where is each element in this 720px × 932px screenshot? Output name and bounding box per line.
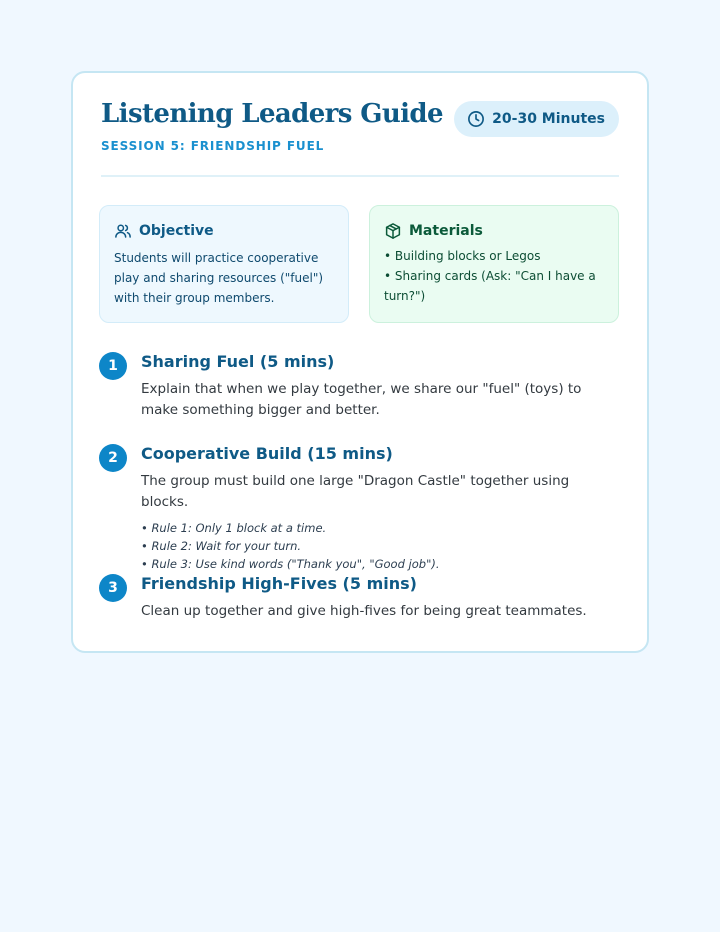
rule-item: • Rule 3: Use kind words ("Thank you", "Good job"). xyxy=(141,557,440,571)
materials-item: • Sharing cards (Ask: "Can I have a turn?") xyxy=(384,269,596,303)
objective-box xyxy=(99,205,349,323)
rules-list xyxy=(141,519,619,573)
page-title: Listening Leaders Guide xyxy=(101,99,443,129)
rule-item: • Rule 1: Only 1 block at a time. xyxy=(141,521,327,535)
duration-label: 20-30 Minutes xyxy=(492,111,605,127)
step-body xyxy=(141,572,619,622)
duration-badge xyxy=(454,101,619,137)
objective-text: Students will practice cooperative play and sharing resources ("fuel") with their group members. xyxy=(114,251,324,305)
package-icon xyxy=(384,222,402,240)
objective-heading xyxy=(114,220,334,242)
step-body xyxy=(141,442,619,573)
step-description: The group must build one large "Dragon Castle" together using blocks. xyxy=(141,473,570,510)
materials-item: • Building blocks or Legos xyxy=(384,249,541,263)
materials-heading-label: Materials xyxy=(409,223,483,239)
step-description: Explain that when we play together, we share our "fuel" (toys) to make something bigger and better. xyxy=(141,381,582,418)
step-number-badge: 1 xyxy=(99,352,127,380)
session-subtitle: SESSION 5: FRIENDSHIP FUEL xyxy=(101,139,325,153)
materials-heading xyxy=(384,220,604,242)
step-body xyxy=(141,350,619,421)
step-title: Sharing Fuel (5 mins) xyxy=(141,352,335,371)
rule-item: • Rule 2: Wait for your turn. xyxy=(141,539,302,553)
step-title: Cooperative Build (15 mins) xyxy=(141,444,393,463)
step-number-badge: 3 xyxy=(99,574,127,602)
materials-list xyxy=(384,246,604,306)
materials-box xyxy=(369,205,619,323)
card-header xyxy=(101,73,619,177)
objective-heading-label: Objective xyxy=(139,223,214,239)
info-boxes xyxy=(99,205,619,323)
users-icon xyxy=(114,222,132,240)
step-number-badge: 2 xyxy=(99,444,127,472)
step-title: Friendship High-Fives (5 mins) xyxy=(141,574,417,593)
clock-icon xyxy=(467,110,485,128)
step-description: Clean up together and give high-fives for being great teammates. xyxy=(141,603,587,619)
